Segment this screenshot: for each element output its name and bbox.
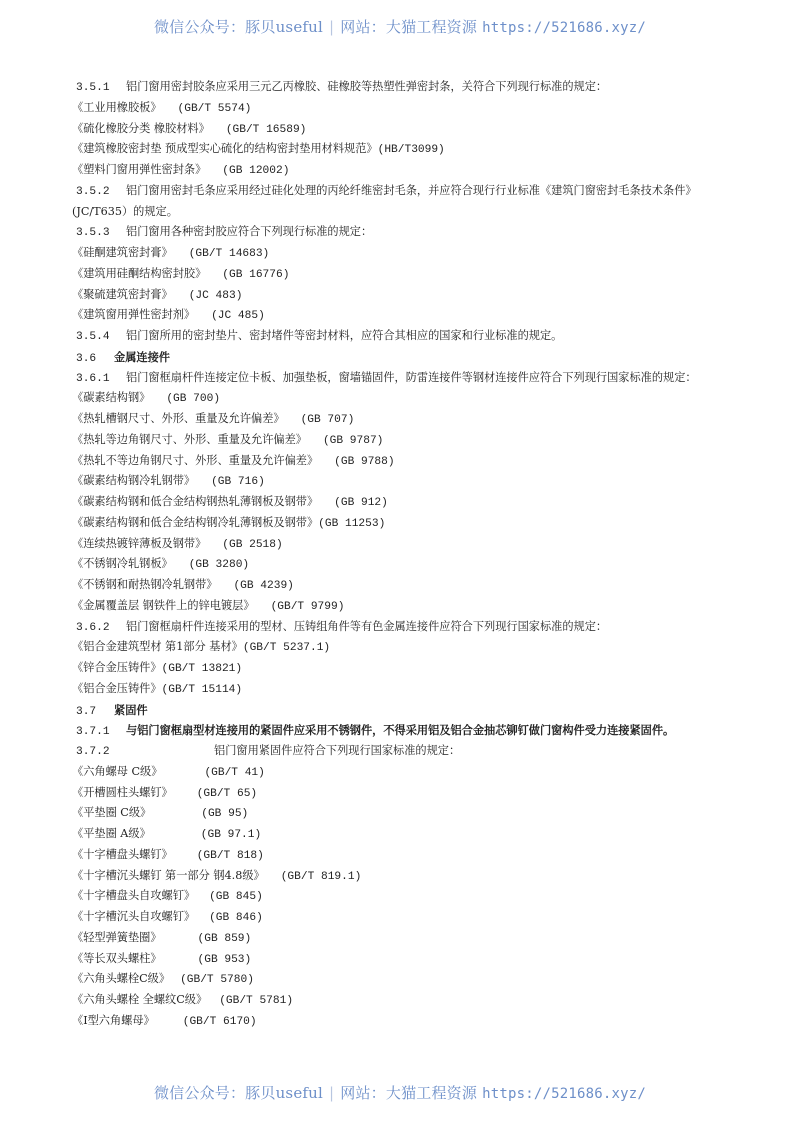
standard-ref bbox=[72, 658, 756, 679]
footer-watermark bbox=[0, 1082, 800, 1103]
ref-title: 《平垫圈 C级》 bbox=[72, 806, 152, 820]
clause-text: 铝门窗用密封胶条应采用三元乙丙橡胶、硅橡胶等热塑性弹密封条，关符合下列现行标准的规定： bbox=[126, 80, 608, 93]
clause-text: 铝门窗用密封毛条应采用经过硅化处理的丙纶纤维密封毛条，并应符合现行行业标准《建筑门窗密封毛条技术条件》 bbox=[126, 183, 697, 197]
watermark-separator: | bbox=[329, 1084, 335, 1102]
standard-ref bbox=[72, 285, 756, 306]
ref-title: 《十字槽沉头自攻螺钉》 bbox=[72, 910, 196, 923]
ref-title: 《连续热镀锌薄板及钢带》 bbox=[72, 536, 207, 550]
standard-ref bbox=[72, 762, 756, 783]
clause-continuation bbox=[72, 202, 756, 223]
ref-code: (GB/T 5781) bbox=[219, 995, 294, 1007]
ref-code: (GB/T 65) bbox=[196, 787, 258, 800]
ref-title: 《建筑橡胶密封垫 预成型实心硫化的结构密封垫用材料规范》 bbox=[72, 142, 378, 156]
ref-code: (GB 4239) bbox=[233, 580, 294, 592]
ref-title: 《六角头螺栓 全螺纹C级》 bbox=[72, 993, 208, 1006]
clause-number: 3.7.2 bbox=[76, 746, 110, 758]
ref-title: 《六角头螺栓C级》 bbox=[72, 972, 171, 986]
ref-title: 《十字槽盘头自攻螺钉》 bbox=[72, 889, 196, 903]
ref-code: (GB 11253) bbox=[318, 517, 386, 530]
ref-title: 《聚硫建筑密封膏》 bbox=[72, 287, 173, 301]
ref-code: (GB/T 5237.1) bbox=[242, 642, 331, 655]
clause-3-6-2 bbox=[76, 617, 756, 638]
ref-title: 《热轧槽钢尺寸、外形、重量及允许偏差》 bbox=[72, 412, 285, 425]
ref-code: (GB/T 5780) bbox=[180, 974, 254, 987]
ref-code: (GB 845) bbox=[209, 891, 263, 904]
ref-code: (JC 483) bbox=[188, 289, 243, 302]
standard-ref bbox=[72, 554, 756, 575]
ref-code: (JC 485) bbox=[211, 310, 265, 323]
standard-ref bbox=[72, 119, 756, 140]
ref-title: 《工业用橡胶板》 bbox=[72, 100, 162, 114]
ref-title: 《轻型弹簧垫圈》 bbox=[72, 930, 162, 944]
section-number: 3.7 bbox=[76, 705, 97, 718]
ref-title: 《热轧不等边角钢尺寸、外形、重量及允许偏差》 bbox=[72, 453, 319, 467]
ref-title: 《碳素结构钢冷轧钢带》 bbox=[72, 474, 196, 488]
ref-code: (GB 859) bbox=[197, 932, 252, 945]
standard-ref bbox=[72, 451, 756, 472]
standard-ref bbox=[72, 824, 756, 845]
standard-ref bbox=[72, 471, 756, 492]
clause-text: 铝门窗用各种密封胶应符合下列现行标准的规定： bbox=[126, 225, 373, 239]
ref-code: (GB 700) bbox=[166, 393, 221, 406]
ref-code: (GB 9788) bbox=[334, 455, 395, 468]
ref-code: (GB 12002) bbox=[222, 165, 290, 177]
ref-code: (GB/T 16589) bbox=[225, 123, 307, 136]
clause-3-5-4 bbox=[76, 326, 756, 347]
clause-number: 3.6.1 bbox=[76, 372, 110, 385]
clause-3-5-1 bbox=[76, 77, 756, 98]
standard-ref bbox=[72, 575, 756, 596]
ref-code: (GB/T 13821) bbox=[161, 663, 243, 675]
ref-title: 《碳素结构钢和低合金结构钢热轧薄钢板及钢带》 bbox=[72, 495, 319, 508]
standard-ref bbox=[72, 969, 756, 990]
ref-code: (GB 912) bbox=[334, 497, 388, 509]
standard-ref bbox=[72, 783, 756, 804]
clause-3-7-2 bbox=[76, 741, 756, 762]
clause-number: 3.7.1 bbox=[76, 726, 110, 739]
clause-number: 3.5.3 bbox=[76, 227, 110, 240]
ref-code: (GB 97.1) bbox=[200, 829, 262, 841]
watermark-wechat: 微信公众号：豚贝useful bbox=[153, 18, 324, 36]
ref-code: (GB 16776) bbox=[222, 268, 290, 281]
standard-ref bbox=[72, 305, 756, 326]
watermark-site-label: 网站：大猫工程资源 bbox=[340, 1084, 478, 1102]
watermark-wechat: 微信公众号：豚贝useful bbox=[153, 1084, 324, 1102]
ref-code: (GB/T 6170) bbox=[182, 1015, 257, 1028]
document-body bbox=[72, 77, 756, 1032]
ref-code: (GB/T 15114) bbox=[161, 683, 243, 696]
ref-title: 《金属覆盖层 钢铁件上的锌电镀层》 bbox=[72, 598, 255, 612]
ref-code: (GB/T 14683) bbox=[188, 248, 270, 260]
clause-number: 3.6.2 bbox=[76, 621, 110, 634]
ref-code: (GB 953) bbox=[197, 953, 252, 966]
ref-code: (GB/T 819.1) bbox=[280, 870, 362, 883]
ref-code: (GB/T 5574) bbox=[177, 102, 252, 115]
standard-ref bbox=[72, 990, 756, 1011]
ref-code: (GB 3280) bbox=[188, 559, 250, 572]
watermark-url[interactable]: https://521686.xyz/ bbox=[482, 20, 647, 36]
standard-ref bbox=[72, 264, 756, 285]
ref-title: 《铝合金建筑型材 第1部分 基材》 bbox=[72, 640, 243, 654]
standard-ref bbox=[72, 160, 756, 181]
ref-title: 《硅酮建筑密封膏》 bbox=[72, 246, 173, 259]
section-heading-3-6 bbox=[76, 347, 756, 368]
standard-ref bbox=[72, 98, 756, 119]
standard-ref bbox=[72, 907, 756, 928]
watermark-site-label: 网站：大猫工程资源 bbox=[340, 18, 478, 36]
ref-title: 《碳素结构钢》 bbox=[72, 391, 151, 405]
clause-3-7-1 bbox=[76, 720, 756, 741]
standard-ref bbox=[72, 637, 756, 658]
ref-title: 《等长双头螺柱》 bbox=[72, 951, 162, 965]
watermark-separator: | bbox=[329, 18, 335, 36]
standard-ref bbox=[72, 845, 756, 866]
clause-3-6-1 bbox=[76, 368, 756, 389]
clause-number: 3.5.1 bbox=[76, 82, 110, 94]
ref-title: 《I型六角螺母》 bbox=[72, 1013, 155, 1027]
ref-code: (GB 846) bbox=[209, 912, 263, 924]
ref-title: 《塑料门窗用弹性密封条》 bbox=[72, 163, 207, 176]
standard-ref bbox=[72, 866, 756, 887]
clause-text: 铝门窗框扇杆件连接定位卡板、加强垫板，窗墙锚固件，防雷连接件等钢材连接件应符合下列现行国家标准的规定： bbox=[126, 370, 697, 384]
standard-ref bbox=[72, 1011, 756, 1032]
ref-title: 《十字槽盘头螺钉》 bbox=[72, 847, 173, 861]
standard-ref bbox=[72, 803, 756, 824]
section-number: 3.6 bbox=[76, 352, 97, 365]
ref-title: 《平垫圈 A级》 bbox=[72, 827, 151, 840]
ref-title: 《热轧等边角钢尺寸、外形、重量及允许偏差》 bbox=[72, 432, 307, 446]
standard-ref bbox=[72, 492, 756, 513]
ref-title: 《不锈钢冷轧钢板》 bbox=[72, 557, 173, 571]
ref-code: (GB 9787) bbox=[322, 434, 384, 447]
ref-title: 《十字槽沉头螺钉 第一部分 钢4.8级》 bbox=[72, 868, 265, 882]
standard-ref bbox=[72, 388, 756, 409]
watermark-url[interactable]: https://521686.xyz/ bbox=[482, 1086, 647, 1102]
section-title: 紧固件 bbox=[114, 702, 148, 717]
ref-title: 《建筑窗用弹性密封剂》 bbox=[72, 308, 196, 322]
ref-title: 《六角螺母 C级》 bbox=[72, 764, 163, 778]
ref-code: (GB 716) bbox=[211, 476, 265, 489]
standard-ref bbox=[72, 886, 756, 907]
standard-ref bbox=[72, 513, 756, 534]
standard-ref bbox=[72, 596, 756, 617]
clause-text: 铝门窗框扇杆件连接采用的型材、压铸组角件等有色金属连接件应符合下列现行国家标准的规定： bbox=[126, 619, 608, 633]
ref-title: 《建筑用硅酮结构密封胶》 bbox=[72, 266, 207, 280]
section-heading-3-7 bbox=[76, 700, 756, 721]
standard-ref bbox=[72, 139, 756, 160]
ref-title: 《锌合金压铸件》 bbox=[72, 661, 162, 674]
clause-text: 与铝门窗框扇型材连接用的紧固件应采用不锈钢件，不得采用铝及铝合金抽芯铆钉做门窗构件受力连接紧固件。 bbox=[126, 723, 675, 738]
ref-code: (GB/T 41) bbox=[204, 766, 265, 779]
clause-number: 3.5.2 bbox=[76, 185, 110, 198]
clause-text: 铝门窗用紧固件应符合下列现行国家标准的规定： bbox=[214, 744, 461, 757]
standard-ref bbox=[72, 430, 756, 451]
standard-ref bbox=[72, 534, 756, 555]
clause-text: (JC/T635）的规定。 bbox=[72, 204, 178, 218]
standard-ref bbox=[72, 409, 756, 430]
ref-title: 《碳素结构钢和低合金结构钢冷轧薄钢板及钢带》 bbox=[72, 515, 319, 529]
clause-3-5-2 bbox=[76, 181, 756, 202]
section-title: 金属连接件 bbox=[114, 349, 170, 364]
ref-code: (GB 95) bbox=[201, 808, 249, 821]
clause-3-5-3 bbox=[76, 222, 756, 243]
standard-ref bbox=[72, 243, 756, 264]
ref-title: 《铝合金压铸件》 bbox=[72, 681, 162, 695]
ref-title: 《开槽圆柱头螺钉》 bbox=[72, 785, 173, 799]
standard-ref bbox=[72, 928, 756, 949]
clause-text: 铝门窗所用的密封垫片、密封堵件等密封材料，应符合其相应的国家和行业标准的规定。 bbox=[126, 329, 563, 342]
ref-code: (GB/T 818) bbox=[196, 849, 264, 862]
ref-code: (GB 2518) bbox=[222, 538, 283, 551]
ref-code: (GB/T 9799) bbox=[270, 600, 345, 613]
standard-ref bbox=[72, 679, 756, 700]
standard-ref bbox=[72, 949, 756, 970]
ref-code: (HB/T3099) bbox=[377, 144, 445, 157]
header-watermark bbox=[0, 16, 800, 37]
ref-title: 《硫化橡胶分类 橡胶材料》 bbox=[72, 121, 210, 135]
clause-number: 3.5.4 bbox=[76, 331, 110, 343]
ref-title: 《不锈钢和耐热钢冷轧钢带》 bbox=[72, 578, 218, 591]
ref-code: (GB 707) bbox=[300, 414, 355, 426]
